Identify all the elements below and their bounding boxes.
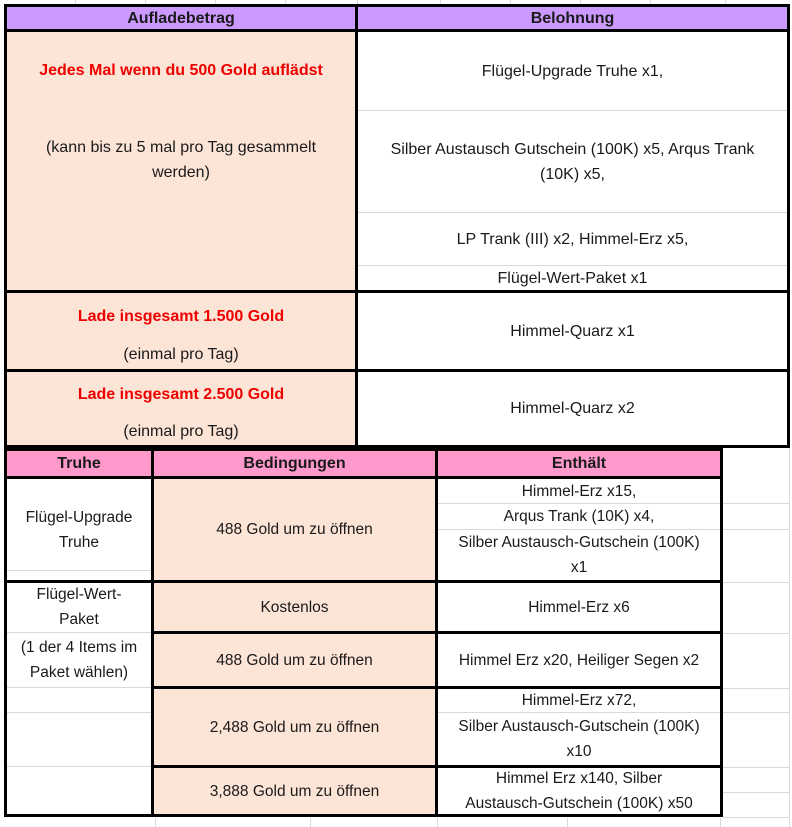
- grid-line: [438, 503, 720, 504]
- chest2-option4-contains: Himmel Erz x140, Silber Austausch-Gutschein (100K) x50: [465, 770, 693, 812]
- chest1-name-cell: Flügel-Upgrade Truhe: [25, 508, 133, 551]
- table-border-line: [151, 448, 154, 817]
- table-border-line: [4, 448, 723, 451]
- recharge-row1-reward-3: LP Trank (III) x2, Himmel-Erz x5,: [456, 230, 689, 248]
- recharge-row3-amount-note: (einmal pro Tag): [123, 422, 239, 440]
- grid-line: [358, 265, 787, 266]
- chest2-option2-condition: 488 Gold um zu öffnen: [154, 634, 435, 686]
- chest1-condition-cell: 488 Gold um zu öffnen: [154, 479, 435, 580]
- grid-line: [7, 766, 151, 767]
- grid-line: [438, 712, 720, 713]
- chest2-option3-contains-2: Silber Austausch-Gutschein (100K) x10: [458, 718, 700, 760]
- grid-line: [215, 0, 216, 4]
- recharge-row2-reward: Himmel-Quarz x1: [510, 322, 635, 340]
- recharge-row3-amount-cell: [7, 372, 355, 445]
- grid-line: [358, 110, 787, 111]
- grid-line: [723, 633, 790, 634]
- chest2-option1-contains: Himmel-Erz x6: [528, 598, 630, 616]
- chest2-option3-contains-1: Himmel-Erz x72,: [521, 692, 637, 709]
- recharge-header-amount: Aufladebetrag: [7, 7, 355, 29]
- recharge-row1-reward-2: Silber Austausch Gutschein (100K) x5, Arqus Trank (10K) x5,: [390, 140, 755, 183]
- recharge-row3-amount-main: Lade insgesamt 2.500 Gold: [77, 386, 285, 403]
- recharge-row1-reward-1: Flügel-Upgrade Truhe x1,: [481, 62, 664, 80]
- grid-line: [438, 529, 720, 530]
- grid-line: [723, 712, 790, 713]
- grid-line: [310, 818, 311, 827]
- chest1-contains-2: Arqus Trank (10K) x4,: [503, 508, 655, 525]
- recharge-row1-amount-main: Jedes Mal wenn du 500 Gold auflädst: [39, 61, 323, 79]
- chest2-option2-contains: Himmel Erz x20, Heiliger Segen x2: [458, 651, 700, 669]
- grid-line: [789, 448, 790, 827]
- recharge-row3-reward: Himmel-Quarz x2: [510, 400, 635, 417]
- grid-line: [725, 0, 726, 4]
- chest1-contains-3: Silber Austausch-Gutschein (100K) x1: [458, 534, 700, 576]
- recharge-header-reward: Belohnung: [358, 7, 787, 29]
- grid-line: [155, 818, 156, 827]
- chest2-option3-condition: 2,488 Gold um zu öffnen: [154, 689, 435, 765]
- grid-line: [723, 817, 790, 818]
- grid-line: [723, 529, 790, 530]
- chest2-name-cell: Flügel-Wert-Paket: [36, 586, 122, 628]
- table-border-line: [4, 369, 790, 372]
- chest2-option4-condition: 3,888 Gold um zu öffnen: [154, 768, 435, 814]
- table-border-line: [4, 4, 790, 7]
- grid-line: [723, 767, 790, 768]
- table-border-line: [4, 580, 723, 583]
- grid-line: [440, 0, 441, 4]
- grid-line: [723, 582, 790, 583]
- recharge-row1-amount-note: (kann bis zu 5 mal pro Tag gesammelt werden): [45, 139, 317, 181]
- chest-header-conditions: Bedingungen: [154, 451, 435, 476]
- table-border-line: [787, 4, 790, 448]
- grid-line: [567, 818, 568, 827]
- grid-line: [285, 0, 286, 4]
- table-border-line: [355, 4, 358, 448]
- table-border-line: [4, 29, 790, 32]
- grid-line: [145, 0, 146, 4]
- grid-line: [720, 818, 721, 827]
- grid-line: [75, 0, 76, 4]
- grid-line: [580, 0, 581, 4]
- chest-header-chest: Truhe: [7, 451, 151, 476]
- grid-line: [650, 0, 651, 4]
- recharge-row2-amount-cell: [7, 293, 355, 369]
- grid-line: [7, 632, 151, 633]
- grid-line: [357, 0, 358, 4]
- recharge-row2-amount-note: (einmal pro Tag): [123, 345, 239, 363]
- table-border-line: [4, 814, 723, 817]
- chest-header-contains: Enthält: [438, 451, 720, 476]
- table-border-line: [4, 290, 790, 293]
- grid-line: [7, 687, 151, 688]
- grid-line: [7, 712, 151, 713]
- recharge-row2-amount-main: Lade insgesamt 1.500 Gold: [77, 307, 285, 325]
- table-border-line: [4, 4, 7, 448]
- recharge-row1-reward-4: Flügel-Wert-Paket x1: [497, 269, 648, 287]
- grid-line: [723, 688, 790, 689]
- chest2-note-cell: (1 der 4 Items im Paket wählen): [20, 639, 138, 681]
- grid-line: [7, 570, 151, 571]
- table-border-line: [4, 476, 723, 479]
- chest1-contains-1: Himmel-Erz x15,: [521, 482, 637, 500]
- grid-line: [510, 0, 511, 4]
- grid-line: [437, 818, 438, 827]
- grid-line: [723, 792, 790, 793]
- grid-line: [723, 503, 790, 504]
- recharge-row1-amount-cell: [7, 32, 355, 290]
- chest2-option1-condition: Kostenlos: [154, 583, 435, 631]
- grid-line: [358, 212, 787, 213]
